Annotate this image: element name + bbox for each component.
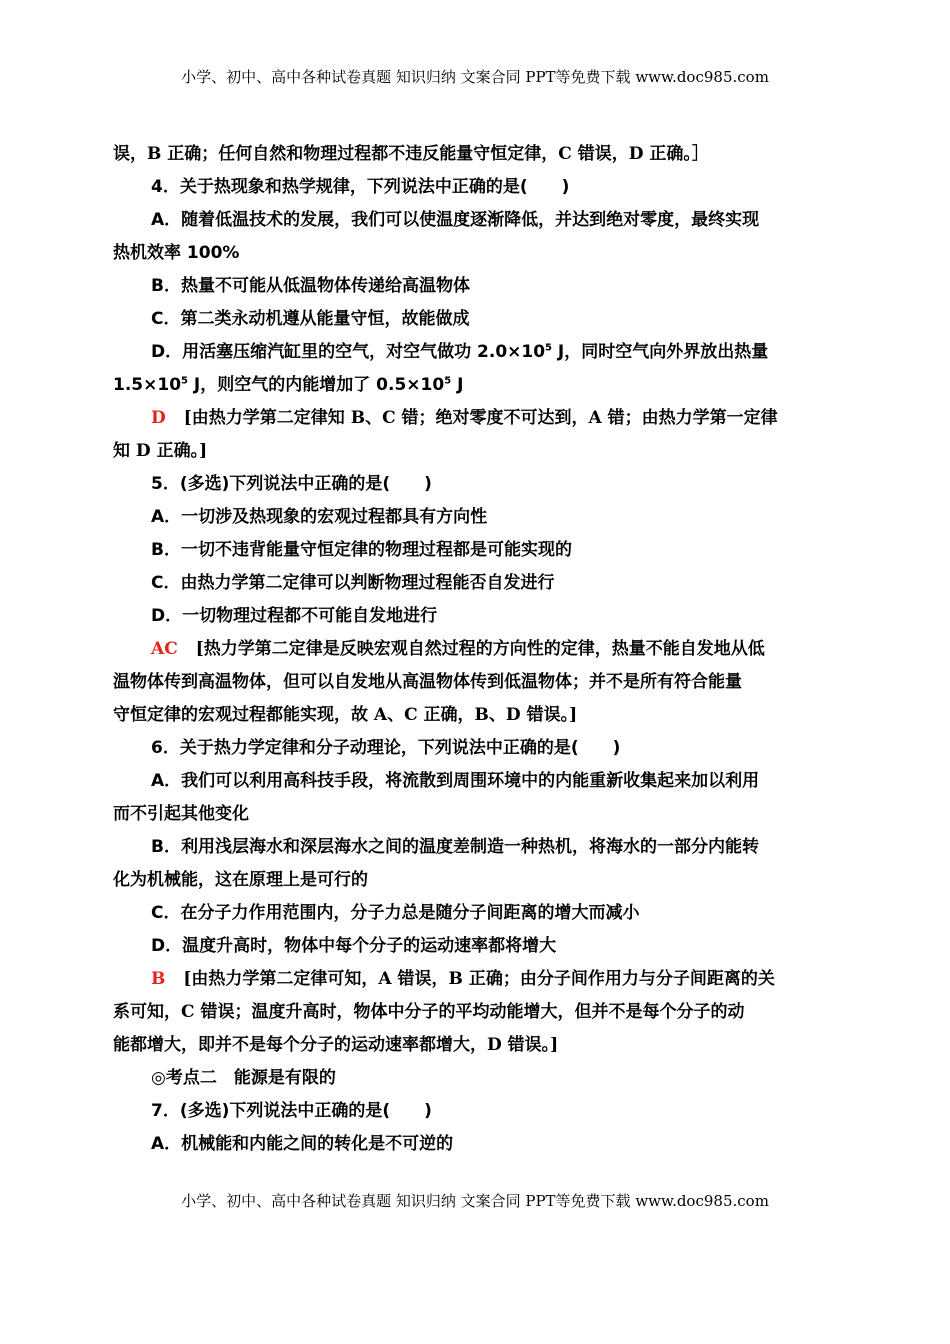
q7-option-a: A．机械能和内能之间的转化是不可逆的 [151, 1134, 454, 1154]
q5-stem: 5．(多选)下列说法中正确的是( ) [151, 474, 432, 494]
prev-explanation-end: 误，B 正确；任何自然和物理过程都不违反能量守恒定律，C 错误，D 正确。］ [113, 144, 709, 164]
q6-option-a-line1: A．我们可以利用高科技手段，将流散到周围环境中的内能重新收集起来加以利用 [151, 771, 760, 791]
q5-explanation-line2: 温物体传到高温物体，但可以自发地从高温物体传到低温物体；并不是所有符合能量 [113, 672, 742, 692]
q5-option-b: B．一切不违背能量守恒定律的物理过程都是可能实现的 [151, 540, 572, 560]
q5-option-a: A．一切涉及热现象的宏观过程都具有方向性 [151, 507, 488, 527]
q5-explanation-line3: 守恒定律的宏观过程都能实现，故 A、C 正确，B、D 错误。] [113, 705, 578, 725]
page-footer: 小学、初中、高中各种试卷真题 知识归纳 文案合同 PPT等免费下载 www.doc985.com [181, 1192, 769, 1210]
q6-option-c: C．在分子力作用范围内，分子力总是随分子间距离的增大而减小 [151, 903, 640, 923]
q5-answer: AC [151, 639, 178, 659]
q4-option-a-line1: A．随着低温技术的发展，我们可以使温度逐渐降低，并达到绝对零度，最终实现 [151, 210, 760, 230]
q6-option-b-line2: 化为机械能，这在原理上是可行的 [113, 870, 368, 890]
q6-option-a-line2: 而不引起其他变化 [113, 804, 249, 824]
q6-stem: 6．关于热力学定律和分子动理论，下列说法中正确的是( ) [151, 738, 621, 758]
q7-stem: 7．(多选)下列说法中正确的是( ) [151, 1101, 432, 1121]
q4-stem: 4．关于热现象和热学规律，下列说法中正确的是( ) [151, 177, 570, 197]
section-heading: ◎考点二 能源是有限的 [151, 1068, 336, 1088]
q6-explanation-line1: B [由热力学第二定律可知，A 错误，B 正确；由分子间作用力与分子间距离的关 [151, 969, 775, 989]
q4-option-a-line2: 热机效率 100% [113, 243, 240, 263]
q4-explanation-line2: 知 D 正确。] [113, 441, 208, 461]
q5-option-c: C．由热力学第二定律可以判断物理过程能否自发进行 [151, 573, 555, 593]
q4-option-d-line1: D．用活塞压缩汽缸里的空气，对空气做功 $2.0\times 10^5$ J，同时空气向外界放出热量 [151, 342, 769, 362]
q5-option-d: D．一切物理过程都不可能自发地进行 [151, 606, 438, 626]
q6-explanation-line2: 系可知，C 错误；温度升高时，物体中分子的平均动能增大，但并不是每个分子的动 [113, 1002, 745, 1022]
q4-option-d-line2: $1.5\times 10^5$ J，则空气的内能增加了 $0.5\times 10^5$ J [113, 375, 464, 395]
q6-answer: B [151, 969, 166, 989]
page-header: 小学、初中、高中各种试卷真题 知识归纳 文案合同 PPT等免费下载 www.doc985.com [181, 68, 769, 86]
q4-option-c: C．第二类永动机遵从能量守恒，故能做成 [151, 309, 470, 329]
q4-answer: D [151, 408, 166, 428]
q4-option-b: B．热量不可能从低温物体传递给高温物体 [151, 276, 470, 296]
q6-explanation-line3: 能都增大，即并不是每个分子的运动速率都增大，D 错误。] [113, 1035, 559, 1055]
q5-explanation-line1: AC [热力学第二定律是反映宏观自然过程的方向性的定律，热量不能自发地从低 [151, 639, 765, 659]
q6-option-d: D．温度升高时，物体中每个分子的运动速率都将增大 [151, 936, 557, 956]
q4-explanation-line1: D [由热力学第二定律知 B、C 错；绝对零度不可达到，A 错；由热力学第一定律 [151, 408, 778, 428]
q6-option-b-line1: B．利用浅层海水和深层海水之间的温度差制造一种热机，将海水的一部分内能转 [151, 837, 759, 857]
document-body [113, 138, 839, 1161]
